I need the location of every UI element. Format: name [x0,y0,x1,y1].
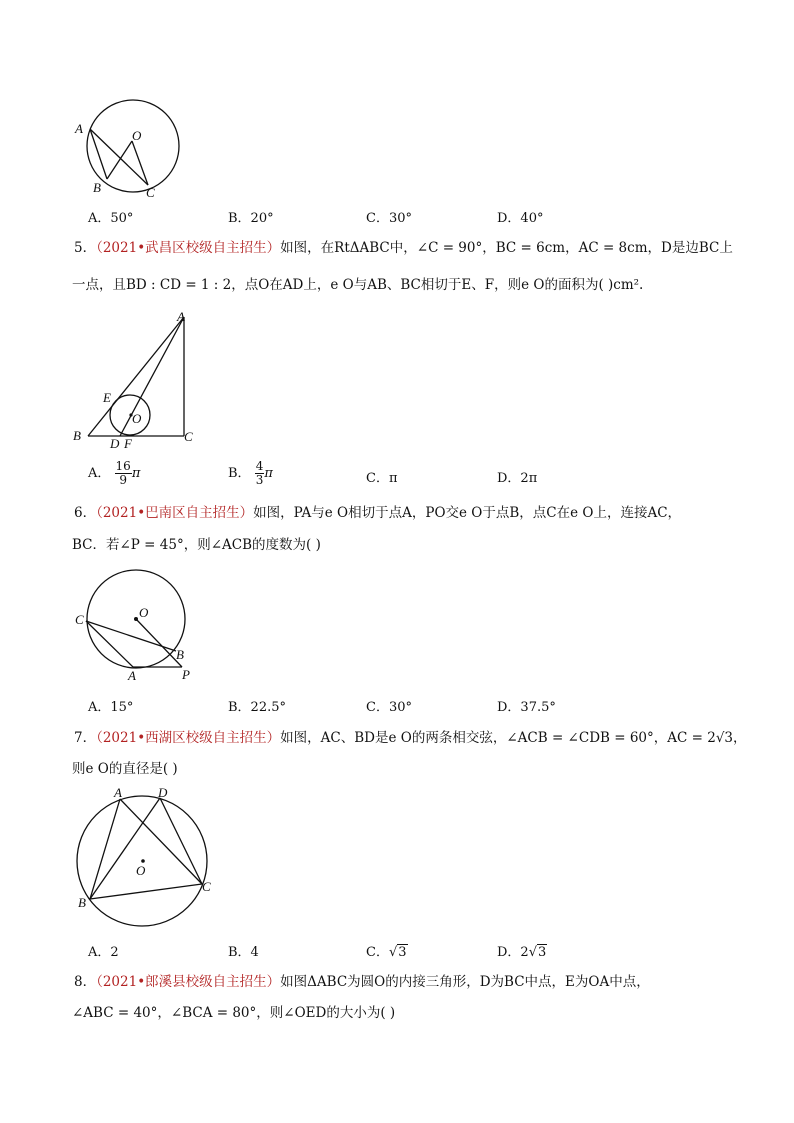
q7-label-A: A [114,785,122,800]
q7-option-d-radicand: 3 [538,945,547,960]
q5-option-a-pi: π [131,466,141,481]
q5-label-E: E [103,390,111,405]
q7-label-B: B [78,895,86,910]
q6-label-C: C [75,612,84,627]
q5-label-O: O [132,411,142,426]
q5-option-b-fraction [255,460,265,487]
q8-line-1 [74,972,650,992]
q5-label-D: D [110,436,120,451]
q7-label-C: C [202,879,211,894]
q6-text-1: 如图，PA与e O相切于点A，PO交e O于点B，点C在e O上，连接AC， [253,505,682,521]
q5-option-b-numerator: 4 [255,459,264,473]
q5-source: （2021•武昌区校级自主招生） [96,240,281,256]
q6-number: 6． [74,505,97,521]
q5-option-a-fraction [115,460,132,487]
q5-option-b-prefix: B． [228,466,251,481]
q7-option-c[interactable]: C．√3 [366,945,407,960]
q4-label-O: O [132,128,142,143]
q5-option-b[interactable] [228,460,273,487]
q7-segment-BD [90,798,160,899]
q4-label-C: C [146,185,155,200]
q7-source: （2021•西湖区校级自主招生） [96,730,281,746]
q4-circle [87,100,179,192]
q8-text-1: 如图ΔABC为圆O的内接三角形，D为BC中点，E为OA中点， [280,974,650,990]
q6-option-c[interactable]: C．30° [366,700,412,715]
q7-segment-AC [120,799,202,884]
q5-option-d[interactable]: D．2π [497,471,538,486]
q5-option-b-denominator: 3 [255,473,264,487]
q8-line-2: ∠ABC = 40°，∠BCA = 80°，则∠OED的大小为( ) [72,1005,396,1021]
q5-option-c[interactable]: C．π [366,471,398,486]
q5-label-A: A [177,309,185,324]
q5-figure [70,310,200,450]
q5-option-b-pi: π [264,466,273,481]
q6-source: （2021•巴南区自主招生） [96,505,254,521]
q4-option-a[interactable]: A．50° [88,211,134,226]
q8-source: （2021•郎溪县校级自主招生） [96,974,281,990]
q6-center-dot [134,617,138,621]
q6-label-P: P [182,667,190,682]
q7-option-c-radicand: 3 [398,945,407,960]
q7-line-1 [74,728,747,748]
q6-option-d[interactable]: D．37.5° [497,700,556,715]
q6-line-1 [74,503,681,523]
q7-segment-DC [160,798,202,884]
q6-label-A: A [128,668,136,683]
q7-line-2: 则e O的直径是( ) [72,761,178,777]
q4-label-A: A [75,121,83,136]
q7-number: 7． [74,730,97,746]
q5-option-a-denominator: 9 [119,473,127,487]
q5-option-a-prefix: A． [88,466,111,481]
q6-option-a[interactable]: A．15° [88,700,134,715]
q5-label-B: B [73,428,81,443]
q7-option-a[interactable]: A．2 [88,945,119,960]
q4-option-d[interactable]: D．40° [497,211,544,226]
q6-line-2: BC．若∠P = 45°，则∠ACB的度数为( ) [72,537,321,553]
q5-number: 5． [74,240,97,256]
q7-option-d-prefix: D．2 [497,945,529,960]
q5-label-C: C [184,429,193,444]
q6-label-B: B [176,647,184,662]
q6-label-O: O [139,605,149,620]
q6-figure [70,565,200,685]
q8-number: 8． [74,974,97,990]
q7-label-D: D [158,785,168,800]
q5-option-a-numerator: 16 [115,459,131,473]
q4-segment-OC [132,141,148,185]
q7-option-c-prefix: C． [366,945,389,960]
q5-label-F: F [124,436,132,451]
q4-segment-OB [107,141,132,179]
q5-line-1 [74,238,733,258]
q4-figure [70,95,190,200]
q7-segment-AB [90,799,120,899]
q4-option-b[interactable]: B．20° [228,211,274,226]
q7-option-d[interactable]: D．2√3 [497,945,547,960]
q6-option-b[interactable]: B．22.5° [228,700,286,715]
q5-text-1: 如图，在RtΔABC中，∠C = 90°，BC = 6cm，AC = 8cm，D是边BC上 [280,240,733,256]
q7-option-b[interactable]: B．4 [228,945,259,960]
q7-label-O: O [136,863,146,878]
q5-option-a[interactable] [88,460,140,487]
q5-line-2: 一点，且BD : CD = 1 : 2，点O在AD上，e O与AB、BC相切于E、F，则e O的面积为( )cm². [72,277,644,293]
q7-segment-BC [90,884,202,899]
q7-figure [70,785,220,915]
q7-text-1: 如图，AC、BD是e O的两条相交弦，∠ACB = ∠CDB = 60°，AC = 2√3， [280,730,747,746]
q4-option-c[interactable]: C．30° [366,211,412,226]
q5-segment-AD [120,317,184,436]
q4-label-B: B [93,180,101,195]
